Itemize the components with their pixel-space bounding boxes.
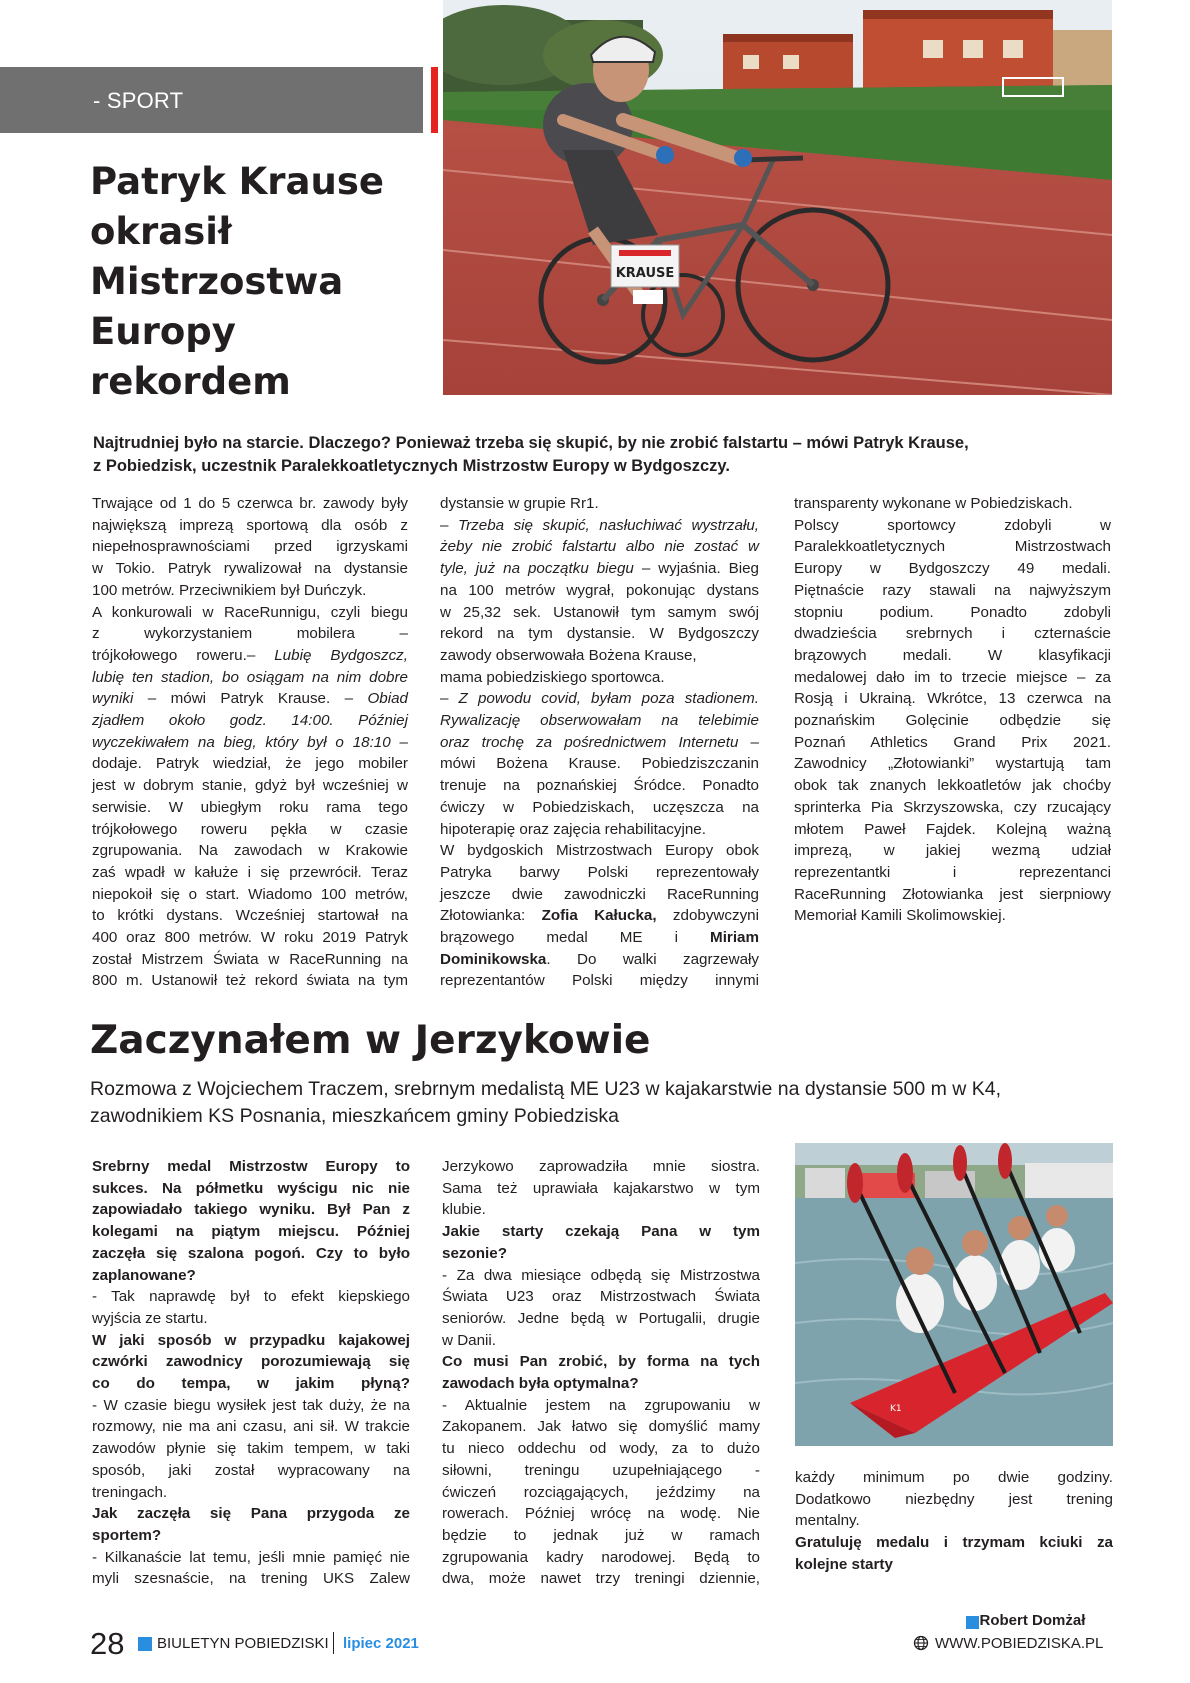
text-line: dystansie w grupie Rr1. (440, 495, 599, 512)
lead-line: Najtrudniej było na starcie. Dlaczego? Ponieważ trzeba się skupić, by nie zrobić falstartu – mówi Patryk Krause, (93, 434, 969, 452)
text-line: niepokoił się o start. Wiadomo 100 metrów, (92, 885, 408, 903)
bib-text: KRAUSE (615, 266, 675, 281)
answer-line: Dodatkowo niezbędny jest trening (795, 1490, 1113, 1508)
answer-line: siłowni, treningu uzupełniającego - (442, 1461, 760, 1479)
name-run: Miriam (710, 929, 759, 947)
quote-run: Lubię Bydgoszcz, (274, 646, 408, 664)
answer-line: zawodów płynie się takim tempem, w taki (92, 1440, 410, 1458)
answer-line: będzie to jednak już w ramach (442, 1526, 760, 1544)
text-line (92, 667, 408, 689)
text-line: trenuje na poznańskiej Śródce. Ponadto (440, 777, 759, 795)
text-line (440, 905, 759, 927)
text-line: 800 m. Ustanowił też rekord świata na tym (92, 972, 408, 990)
answer-line: rowerach. Później wrócę na wodę. Nie (442, 1505, 760, 1523)
text-run: – mówi Patryk Krause. – (133, 690, 368, 708)
answer-line: - Kilkanaście lat temu, jeśli mnie pamięć nie (92, 1548, 410, 1566)
answer-line: tu nieco oddechu od wody, za to dużo (442, 1440, 760, 1458)
text-line: stopniu podium. Ponadto zdobyli (794, 603, 1111, 621)
red-accent-stripe (431, 67, 438, 133)
text-line: zgrupowania. Na zawodach w Krakowie (92, 842, 408, 860)
footer-divider (333, 1632, 334, 1654)
answer-line: ćwiczeń rozciągających, jeździmy na (442, 1483, 760, 1501)
answer-line: treningach. (92, 1483, 168, 1501)
question-text: Jak zaczęła się Pana przygoda ze (92, 1505, 410, 1523)
answer-line: wyjścia ze startu. (92, 1309, 208, 1327)
kayak-label: K1 (890, 1404, 902, 1414)
answer-line: - W czasie biegu wysiłek jest tak duży, że na (92, 1396, 410, 1414)
text-line (92, 710, 408, 732)
title-line: Patryk Krause (90, 160, 384, 203)
question-text: zawodach była optymalna? (442, 1375, 639, 1393)
text-line (92, 688, 408, 710)
text-line: imprezą, w jakiej wezmą udział (794, 842, 1111, 860)
text-line: reprezentantki i reprezentanci (794, 863, 1111, 881)
text-line: rekord na tym dystansie. W Bydgoszczy (440, 625, 759, 643)
answer-line: Świata U23 oraz Mistrzostwach Świata (442, 1288, 760, 1306)
text-line: z wykorzystaniem mobilera – (92, 625, 408, 643)
question-line (92, 1156, 410, 1178)
quote-run: wyczekiwałem na bieg, który był o 18:10 (92, 733, 391, 751)
text-line: Paralekkoatletycznych Mistrzostwach (794, 538, 1111, 556)
text-line: 100 metrów. Przeciwnikiem był Duńczyk. (92, 581, 367, 599)
text-line (440, 710, 759, 732)
page-number: 28 (90, 1626, 125, 1661)
kayak-photo-illustration (795, 1143, 1113, 1446)
text-line: młotem Paweł Fajdek. Kolejną ważną (794, 820, 1111, 838)
text-line: A konkurowali w RaceRunnigu, czyli biegu (92, 603, 408, 621)
text-line: jest w dobrym stanie, gdyż był wcześniej w (92, 777, 408, 795)
article-lead (93, 432, 1123, 478)
answer-line: Zakopanem. Jak łatwo się domyślić mamy (442, 1418, 760, 1436)
lead-line: z Pobiedzisk, uczestnik Paralekkoatletycznych Mistrzostw Europy w Bydgoszczy. (93, 457, 730, 475)
text-line (440, 536, 759, 558)
answer-line: Sama też uprawiała kajakarstwo w tym (442, 1179, 760, 1197)
text-line: Europy w Bydgoszczy 49 medali. (794, 560, 1111, 578)
question-text: kolegami na piątym miejscu. Później (92, 1223, 410, 1241)
text-line (440, 732, 759, 754)
text-line: to krótki dystans. Wcześniej startował na (92, 907, 408, 925)
article1-column-2 (440, 493, 759, 992)
text-line: trójkołowego roweru pękła w czasie (92, 820, 408, 838)
question-text: zaczęła się szalona pogoń. Czy to było (92, 1244, 410, 1262)
text-line: Rosją i Ukrainą. Wkrótce, 13 czerwca na (794, 690, 1111, 708)
question-text: Co musi Pan zrobić, by forma na tych (442, 1353, 760, 1371)
text-line: ćwiczy w Pobiedziskach, uczęszcza na (440, 798, 759, 816)
answer-line: sposób, jaki został wypracowany na (92, 1461, 410, 1479)
text-run: zdobywczyni (656, 907, 759, 925)
question-text: co do tempa, w jakim płyną? (92, 1375, 410, 1393)
question-line (92, 1373, 410, 1395)
text-line: brązowych medali. W klasyfikacji (794, 646, 1111, 664)
quote-run: żeby nie zrobić falstartu albo nie zostać w (440, 538, 759, 556)
answer-line: każdy minimum po dwie godziny. (795, 1469, 1113, 1486)
quote-run: – Trzeba się skupić, nasłuchiwać wystrzału, (440, 516, 759, 534)
text-line (440, 927, 759, 949)
question-text: sukces. Na półmetku wyścigu nic nie (92, 1179, 410, 1197)
article1-column-3 (794, 493, 1111, 927)
question-line (92, 1525, 410, 1547)
question-line (795, 1532, 1113, 1554)
text-line: W bydgoskich Mistrzostwach Europy obok (440, 842, 759, 860)
kayak-photo (795, 1143, 1113, 1446)
text-line: zaś wpadł w kałuże i się przewrócił. Teraz (92, 863, 408, 881)
globe-icon (913, 1635, 929, 1651)
text-line: sprinterka Pia Skrzyszowska, czy rzucający (794, 798, 1111, 816)
website-link[interactable]: WWW.POBIEDZISKA.PL (935, 1635, 1104, 1652)
text-run: – (390, 733, 408, 751)
text-line: transparenty wykonane w Pobiedziskach. (794, 495, 1073, 512)
question-line (92, 1265, 410, 1287)
text-line: Polscy sportowcy zdobyli w (794, 516, 1111, 534)
text-line: niepełnosprawnościami przed igrzyskami (92, 538, 408, 556)
author-name (967, 1612, 1085, 1629)
text-line: mama pobiedziskiego sportowca. (440, 668, 665, 686)
text-line: mówi Bożena Krause. Pobiedziszczanin (440, 755, 759, 773)
quote-run: zjadłem około godz. 14:00. Później (92, 712, 408, 730)
name-run: Dominikowska (440, 950, 547, 968)
text-line (440, 688, 759, 710)
footer-marker (138, 1637, 152, 1651)
answer-line: Jerzykowo zaprowadziła mnie siostra. (442, 1158, 760, 1175)
text-line: został Mistrzem Świata w RaceRunning na (92, 950, 408, 968)
question-line (442, 1373, 760, 1395)
question-text: Srebrny medal Mistrzostw Europy to (92, 1158, 410, 1175)
text-line: 400 oraz 800 metrów. W roku 2019 Patryk (92, 929, 408, 947)
question-text: sezonie? (442, 1244, 507, 1262)
question-line (442, 1351, 760, 1373)
quote-run: – Z powodu covid, byłam poza stadionem. (440, 690, 759, 708)
text-run: – wyjaśnia. Bieg (633, 560, 759, 578)
text-line: w 25,32 sek. Ustanowił tym samym swój (440, 603, 759, 621)
answer-line: zgrupowania kadry narodowej. Będą to (442, 1548, 760, 1566)
answer-line: - Za dwa miesiące odbędą się Mistrzostwa (442, 1266, 760, 1284)
text-line (440, 949, 759, 971)
title-line: Mistrzostwa (90, 260, 344, 303)
question-line (92, 1178, 410, 1200)
text-run: – (738, 733, 760, 751)
text-run: brązowego medal ME i (440, 929, 711, 947)
question-text: sportem? (92, 1526, 162, 1544)
text-line: zawody obserwowała Bożena Krause, (440, 646, 697, 664)
answer-line: w Danii. (442, 1331, 497, 1349)
text-line: RaceRunning Złotowianka jest sierpniowy (794, 885, 1111, 903)
text-line: największą imprezą sportową dla osób z (92, 516, 408, 534)
text-line: w Tokio. Patryk rywalizował na dystansie (92, 560, 408, 578)
author-text: Robert Domżał (979, 1612, 1086, 1629)
question-text: Jakie starty czekają Pana w tym (442, 1223, 760, 1241)
title-line: Europy (90, 310, 236, 353)
question-text: Gratuluję medalu i trzymam kciuki za (795, 1534, 1113, 1552)
subtitle-line: zawodnikiem KS Posnania, mieszkańcem gminy Pobiedziska (90, 1105, 619, 1127)
question-text: zapowiadało takiego wyniku. Był Pan z (92, 1201, 410, 1219)
text-line: Piętnaście razy stawali na najwyższym (794, 581, 1111, 599)
text-run: Złotowianka: (440, 907, 542, 925)
title-line: okrasił (90, 210, 232, 253)
article-title (90, 157, 420, 407)
interview-column-1 (92, 1156, 410, 1590)
interview-column-3 (795, 1467, 1113, 1576)
question-line (442, 1243, 760, 1265)
title-line: rekordem (90, 360, 291, 403)
text-line: dwadzieścia srebrnych i czternaście (794, 625, 1111, 643)
text-line (440, 515, 759, 537)
text-run: . Do walki zagrzewały (546, 950, 759, 968)
text-line: Poznań Athletics Grand Prix 2021. (794, 733, 1111, 751)
question-line (92, 1221, 410, 1243)
text-line: Zawodnicy „Złotowianki” wystartują tam (794, 755, 1111, 773)
question-text: czwórki zawodnicy porozumiewają się (92, 1353, 410, 1371)
article1-column-1 (92, 493, 408, 992)
section-label: - SPORT (93, 88, 184, 113)
text-line (92, 645, 408, 667)
text-line (92, 732, 408, 754)
section-bar (0, 67, 423, 133)
issue-date: lipiec 2021 (343, 1635, 419, 1652)
text-run: trójkołowego roweru.– (92, 646, 275, 664)
text-line: obok tak znanych lekkoatletów jak choćby (794, 777, 1111, 795)
text-line: Patryka barwy Polski reprezentowały (440, 863, 759, 881)
answer-line: klubie. (442, 1201, 486, 1219)
interview-title: Zaczynałem w Jerzykowie (90, 1018, 651, 1063)
answer-line: dwa, może nawet trzy treningi dziennie, (442, 1570, 760, 1588)
answer-line: myli szesnaście, na trening UKS Zalew (92, 1570, 410, 1588)
name-run: Zofia Kałucka, (541, 907, 657, 925)
text-line: reprezentantów Polski między innymi (440, 972, 759, 990)
interview-column-2 (442, 1156, 760, 1590)
text-line: jeszcze dwie zawodniczki RaceRunning (440, 885, 759, 903)
text-line: medalowej dało im to trzecie miejsce – za (794, 668, 1111, 686)
answer-line: mentalny. (795, 1512, 860, 1530)
question-line (92, 1330, 410, 1352)
quote-run: lubię ten stadion, bo osiągam na nim dobre (92, 668, 408, 686)
text-line (440, 558, 759, 580)
answer-line: rozmowy, nie ma ani czasu, ani sił. W trakcie (92, 1418, 410, 1436)
text-line: serwisie. W ubiegłym roku rama tego (92, 798, 408, 816)
answer-line: seniorów. Jedne będą w Portugalii, drugie (442, 1309, 760, 1327)
text-line: Trwające od 1 do 5 czerwca br. zawody były (92, 495, 408, 512)
question-line (92, 1503, 410, 1525)
text-line: hipoterapię oraz zajęcia rehabilitacyjne. (440, 820, 706, 838)
quote-run: Rywalizację obserwowałam na telebimie (440, 712, 759, 730)
answer-line: - Aktualnie jestem na zgrupowaniu w (442, 1396, 760, 1414)
publication-name: BIULETYN POBIEDZISKI (157, 1635, 329, 1652)
cyclist-photo-illustration (443, 0, 1112, 395)
answer-line: - Tak naprawdę był to efekt kiepskiego (92, 1288, 410, 1306)
quote-run: wyniki (92, 690, 134, 708)
text-line: poznańskim Golęcinie odbędzie się (794, 712, 1111, 730)
interview-subtitle (90, 1076, 1120, 1130)
quote-run: tyle, już na początku biegu (440, 560, 634, 578)
question-line (442, 1221, 760, 1243)
question-line (795, 1554, 1113, 1576)
subtitle-line: Rozmowa z Wojciechem Traczem, srebrnym medalistą ME U23 w kajakarstwie na dystansie 500 m w K4, (90, 1078, 1002, 1100)
text-line: Memoriał Kamili Skolimowskiej. (794, 907, 1006, 925)
quote-run: oraz trochę za pośrednictwem Internetu (440, 733, 739, 751)
question-line (92, 1351, 410, 1373)
question-text: kolejne starty (795, 1555, 893, 1573)
question-text: zaplanowane? (92, 1266, 196, 1284)
text-line: dodaje. Patryk wiedział, że jego mobiler (92, 755, 408, 773)
text-line: na 100 metrów wygrał, pokonując dystans (440, 581, 759, 599)
cyclist-photo (443, 0, 1112, 395)
question-line (92, 1243, 410, 1265)
question-text: W jaki sposób w przypadku kajakowej (92, 1331, 410, 1349)
quote-run: Obiad (367, 690, 408, 708)
question-line (92, 1199, 410, 1221)
